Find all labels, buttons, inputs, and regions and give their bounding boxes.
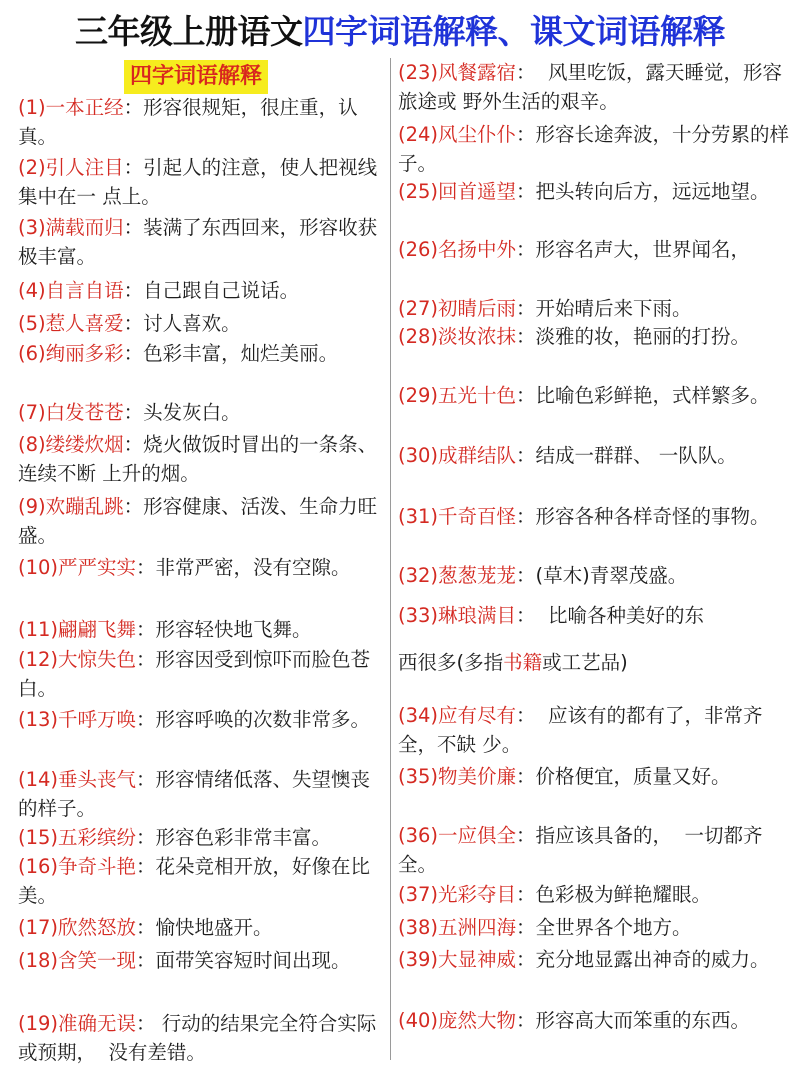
- idiom-entry-29: [398, 381, 790, 410]
- idiom-entry-25: [398, 177, 790, 206]
- idiom-definition: ：指应该具备的， 一切都齐全。: [398, 824, 763, 876]
- idiom-definition: 西很多(多指: [398, 651, 504, 674]
- idiom-definition-end: 或工艺品): [542, 651, 628, 674]
- idiom-term: 绚丽多彩: [45, 342, 124, 365]
- idiom-definition: ：全世界各个地方。: [516, 916, 692, 939]
- idiom-term: 一本正经: [45, 96, 124, 119]
- idiom-definition: ：形容健康、活泼、生命力旺盛。: [18, 495, 378, 547]
- idiom-definition: ：形容各种各样奇怪的事物。: [516, 505, 770, 528]
- idiom-entry-13: [18, 705, 384, 734]
- idiom-entry-34: [398, 701, 790, 759]
- idiom-term: 一应俱全: [438, 824, 517, 847]
- idiom-definition: ： 风里吃饭，露天睡觉，形容旅途或 野外生活的艰辛。: [398, 61, 782, 113]
- idiom-number: (16): [18, 855, 59, 878]
- column-divider: [390, 58, 391, 1060]
- idiom-definition: ： 行动的结果完全符合实际或预期， 没有差错。: [18, 1012, 377, 1064]
- idiom-term: 成群结队: [438, 444, 517, 467]
- idiom-entry-15: [18, 823, 384, 852]
- idiom-number: (36): [398, 824, 439, 847]
- idiom-entry-14: [18, 765, 384, 823]
- idiom-number: (15): [18, 826, 59, 849]
- idiom-definition: ：形容因受到惊吓而脸色苍白。: [18, 648, 371, 700]
- idiom-number: (30): [398, 444, 439, 467]
- idiom-term: 白发苍苍: [45, 401, 124, 424]
- idiom-entry-7: [18, 398, 384, 427]
- idiom-term: 五彩缤纷: [58, 826, 137, 849]
- idiom-entry-2: [18, 153, 384, 211]
- idiom-definition: ：形容色彩非常丰富。: [136, 826, 332, 849]
- idiom-number: (14): [18, 768, 59, 791]
- idiom-term: 欢蹦乱跳: [45, 495, 124, 518]
- idiom-number: (8): [18, 433, 46, 456]
- idiom-definition: ：讨人喜欢。: [123, 312, 241, 335]
- idiom-definition: ：形容情绪低落、失望懊丧的样子。: [18, 768, 371, 820]
- idiom-definition: ：色彩丰富，灿烂美丽。: [123, 342, 339, 365]
- idiom-term: 风尘仆仆: [438, 123, 517, 146]
- idiom-entry-33-continued: [398, 648, 790, 677]
- idiom-entry-16: [18, 852, 384, 910]
- idiom-number: (19): [18, 1012, 59, 1035]
- idiom-term: 回首遥望: [438, 180, 517, 203]
- idiom-number: (23): [398, 61, 439, 84]
- idiom-definition: ：(草木)青翠茂盛。: [516, 564, 688, 587]
- idiom-term: 严严实实: [58, 556, 137, 579]
- idiom-number: (34): [398, 704, 439, 727]
- section-label: 四字词语解释: [124, 60, 268, 94]
- idiom-term: 琳琅满目: [438, 604, 517, 627]
- idiom-term: 自言自语: [45, 279, 124, 302]
- idiom-entry-24: [398, 120, 790, 178]
- idiom-number: (4): [18, 279, 46, 302]
- idiom-definition: ： 应该有的都有了，非常齐全，不缺 少。: [398, 704, 763, 756]
- idiom-term: 缕缕炊烟: [45, 433, 124, 456]
- idiom-entry-23: [398, 58, 790, 116]
- idiom-number: (13): [18, 708, 59, 731]
- page-title-grade: 三年级上册语文: [75, 12, 303, 51]
- idiom-definition: ：形容长途奔波，十分劳累的样子。: [398, 123, 790, 175]
- idiom-entry-28: [398, 322, 790, 351]
- idiom-term: 含笑一现: [58, 949, 137, 972]
- idiom-number: (28): [398, 325, 439, 348]
- idiom-entry-35: [398, 762, 790, 791]
- idiom-definition: ：形容名声大，世界闻名，: [516, 238, 751, 261]
- idiom-number: (25): [398, 180, 439, 203]
- idiom-definition: ：把头转向后方，远远地望。: [516, 180, 770, 203]
- idiom-definition: ：非常严密，没有空隙。: [136, 556, 351, 579]
- idiom-term: 葱葱茏茏: [438, 564, 517, 587]
- idiom-entry-37: [398, 880, 790, 909]
- idiom-entry-8: [18, 430, 384, 488]
- idiom-entry-6: [18, 339, 384, 368]
- idiom-term: 大显神威: [438, 948, 517, 971]
- idiom-entry-12: [18, 645, 384, 703]
- idiom-definition: ：价格便宜，质量又好。: [516, 765, 731, 788]
- idiom-definition: ：开始晴后来下雨。: [516, 297, 692, 320]
- idiom-number: (10): [18, 556, 59, 579]
- idiom-number: (12): [18, 648, 59, 671]
- idiom-number: (2): [18, 156, 46, 179]
- idiom-number: (24): [398, 123, 439, 146]
- idiom-entry-17: [18, 913, 384, 942]
- idiom-definition: ：充分地显露出神奇的威力。: [516, 948, 770, 971]
- idiom-term: 光彩夺目: [438, 883, 517, 906]
- page-title: [0, 6, 800, 58]
- idiom-number: (35): [398, 765, 439, 788]
- idiom-number: (39): [398, 948, 439, 971]
- idiom-definition: ：装满了东西回来，形容收获极丰富。: [18, 216, 378, 268]
- idiom-number: (7): [18, 401, 46, 424]
- idiom-term: 大惊失色: [58, 648, 137, 671]
- idiom-term: 垂头丧气: [58, 768, 137, 791]
- idiom-entry-27: [398, 294, 790, 323]
- idiom-number: (31): [398, 505, 439, 528]
- idiom-entry-30: [398, 441, 790, 470]
- idiom-number: (26): [398, 238, 439, 261]
- idiom-term: 千奇百怪: [438, 505, 517, 528]
- idiom-number: (6): [18, 342, 46, 365]
- idiom-entry-39: [398, 945, 790, 974]
- idiom-term: 惹人喜爱: [45, 312, 124, 335]
- idiom-term: 准确无误: [58, 1012, 137, 1035]
- idiom-definition: ：引起人的注意，使人把视线集中在一 点上。: [18, 156, 378, 208]
- idiom-definition: ：结成一群群、 一队队。: [516, 444, 737, 467]
- idiom-term: 引人注目: [45, 156, 124, 179]
- idiom-number: (33): [398, 604, 439, 627]
- idiom-definition: ：色彩极为鲜艳耀眼。: [516, 883, 712, 906]
- idiom-entry-38: [398, 913, 790, 942]
- idiom-entry-40: [398, 1006, 790, 1035]
- idiom-number: (40): [398, 1009, 439, 1032]
- idiom-entry-10: [18, 553, 384, 582]
- idiom-term: 欣然怒放: [58, 916, 137, 939]
- idiom-number: (38): [398, 916, 439, 939]
- idiom-number: (5): [18, 312, 46, 335]
- idiom-number: (3): [18, 216, 46, 239]
- idiom-term: 五洲四海: [438, 916, 517, 939]
- idiom-definition: ： 比喻各种美好的东: [516, 604, 704, 627]
- idiom-entry-3: [18, 213, 384, 271]
- idiom-entry-1: [18, 93, 384, 151]
- idiom-term: 风餐露宿: [438, 61, 517, 84]
- idiom-term: 翩翩飞舞: [58, 618, 137, 641]
- idiom-entry-9: [18, 492, 384, 550]
- idiom-number: (11): [18, 618, 59, 641]
- highlighted-word: 书籍: [503, 651, 543, 674]
- idiom-entry-5: [18, 309, 384, 338]
- idiom-definition: ：花朵竞相开放，好像在比美。: [18, 855, 371, 907]
- idiom-definition: ：形容很规矩，很庄重，认真。: [18, 96, 358, 148]
- idiom-entry-4: [18, 276, 384, 305]
- idiom-entry-19: [18, 1009, 384, 1067]
- idiom-term: 千呼万唤: [58, 708, 137, 731]
- idiom-definition: ：形容呼唤的次数非常多。: [136, 708, 371, 731]
- idiom-term: 五光十色: [438, 384, 517, 407]
- idiom-term: 庞然大物: [438, 1009, 517, 1032]
- idiom-definition: ：自己跟自己说话。: [123, 279, 300, 302]
- idiom-number: (27): [398, 297, 439, 320]
- idiom-term: 物美价廉: [438, 765, 517, 788]
- idiom-entry-31: [398, 502, 790, 531]
- idiom-term: 淡妆浓抹: [438, 325, 517, 348]
- idiom-definition: ：形容轻快地飞舞。: [136, 618, 312, 641]
- idiom-entry-26: [398, 235, 790, 264]
- idiom-entry-18: [18, 946, 384, 975]
- idiom-definition: ：形容高大而笨重的东西。: [516, 1009, 751, 1032]
- idiom-entry-36: [398, 821, 790, 879]
- idiom-term: 满载而归: [45, 216, 124, 239]
- idiom-number: (18): [18, 949, 59, 972]
- idiom-entry-11: [18, 615, 384, 644]
- idiom-term: 应有尽有: [438, 704, 517, 727]
- idiom-number: (29): [398, 384, 439, 407]
- idiom-definition: ：烧火做饭时冒出的一条条、连续不断 上升的烟。: [18, 433, 378, 485]
- idiom-number: (1): [18, 96, 46, 119]
- idiom-number: (9): [18, 495, 46, 518]
- page-title-topic: 四字词语解释、课文词语解释: [302, 12, 725, 51]
- idiom-term: 初睛后雨: [438, 297, 517, 320]
- idiom-entry-32: [398, 561, 790, 590]
- idiom-number: (32): [398, 564, 439, 587]
- idiom-definition: ：面带笑容短时间出现。: [136, 949, 351, 972]
- idiom-number: (17): [18, 916, 59, 939]
- idiom-definition: ：愉快地盛开。: [136, 916, 273, 939]
- idiom-definition: ：淡雅的妆，艳丽的打扮。: [516, 325, 751, 348]
- idiom-definition: ：比喻色彩鲜艳，式样繁多。: [516, 384, 770, 407]
- idiom-number: (37): [398, 883, 439, 906]
- idiom-term: 争奇斗艳: [58, 855, 137, 878]
- idiom-entry-33: [398, 601, 790, 630]
- idiom-term: 名扬中外: [438, 238, 517, 261]
- idiom-definition: ：头发灰白。: [123, 401, 241, 424]
